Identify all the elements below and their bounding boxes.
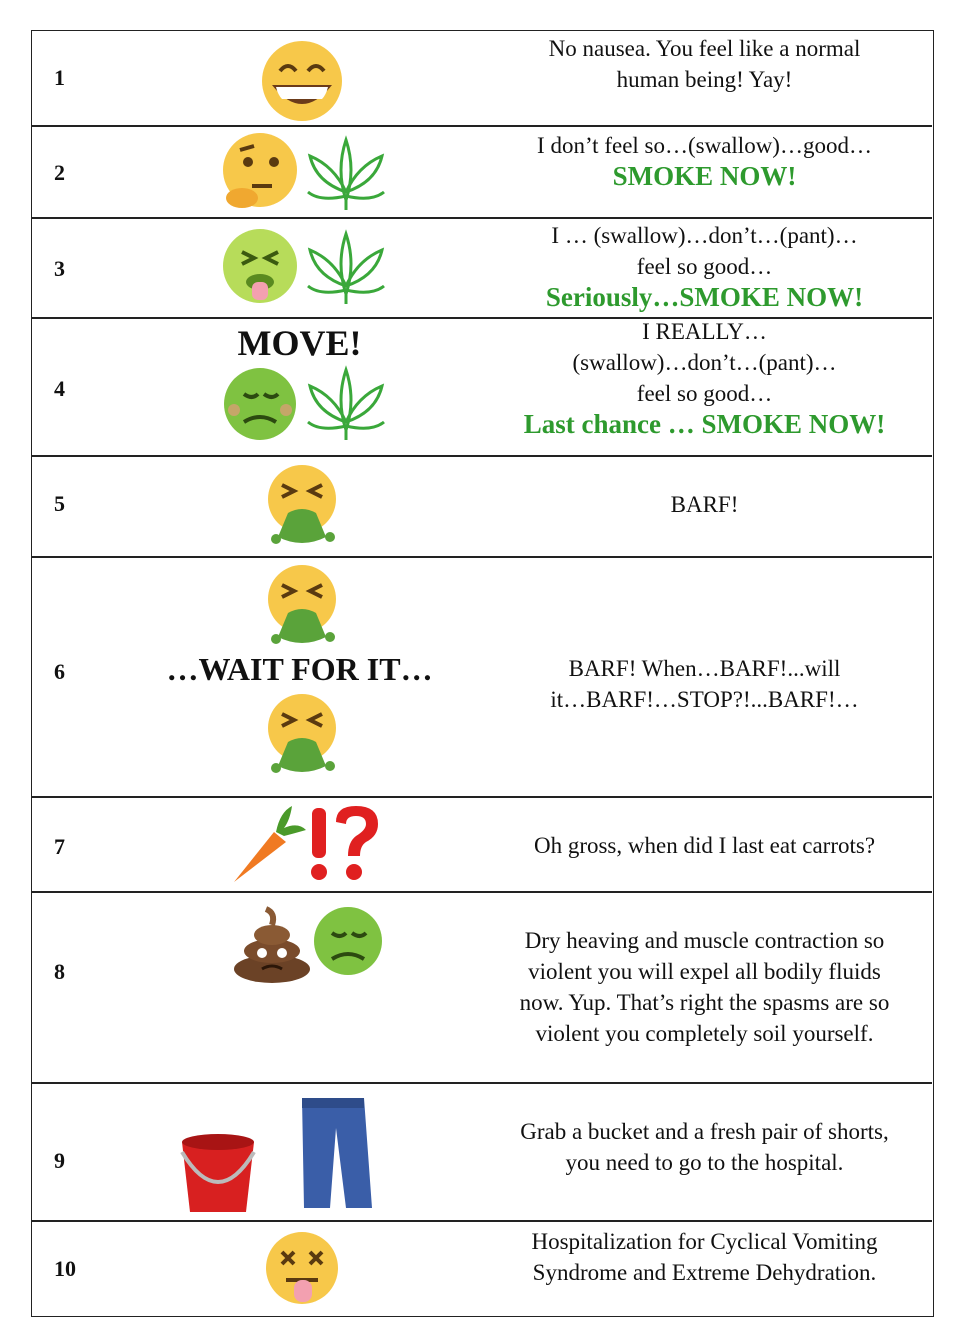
row-icons — [122, 224, 477, 308]
table-row — [32, 893, 932, 1082]
description-line: Hospitalization for Cyclical Vomiting — [531, 1229, 878, 1254]
description-line: human being! Yay! — [616, 67, 793, 92]
description-line: No nausea. You feel like a normal — [548, 36, 861, 61]
description-line: violent you completely soil yourself. — [535, 1021, 874, 1046]
move-caption: MOVE! — [237, 323, 362, 363]
description-line: BARF! When…BARF!...will — [568, 656, 841, 681]
row-description — [477, 220, 932, 313]
description-line: (swallow)…don’t…(pant)… — [572, 350, 837, 375]
nauseated-face-tongue-icon — [223, 229, 297, 303]
row-description — [477, 925, 932, 1049]
table-row — [32, 1084, 932, 1220]
table-row — [32, 31, 932, 125]
row-number: 4 — [54, 376, 65, 401]
row-description — [477, 316, 932, 440]
row-number: 8 — [54, 959, 65, 984]
thinking-face-icon — [223, 133, 297, 208]
row-icons — [122, 322, 477, 448]
row-number: 5 — [54, 491, 65, 516]
exclamation-question-icon — [311, 806, 378, 880]
cannabis-leaf-icon — [308, 234, 384, 304]
row-description — [477, 1116, 932, 1178]
table-row — [32, 318, 932, 455]
table-row — [32, 1222, 932, 1316]
sick-face-icon — [314, 907, 382, 975]
row-number: 3 — [54, 256, 65, 281]
description-line: you need to go to the hospital. — [565, 1150, 844, 1175]
row-icons — [122, 563, 477, 778]
row-description — [477, 830, 932, 861]
row-description — [477, 33, 932, 95]
row-number: 2 — [54, 160, 65, 185]
row-icons — [122, 1092, 477, 1216]
smoke-now-callout: Last chance … SMOKE NOW! — [523, 409, 886, 439]
carrot-icon — [234, 806, 306, 882]
vomiting-face-icon — [122, 563, 477, 649]
description-line: I REALLY… — [642, 319, 767, 344]
description-line: Syndrome and Extreme Dehydration. — [532, 1260, 877, 1285]
grinning-face-icon — [122, 37, 477, 121]
description-line: I don’t feel so…(swallow)…good… — [537, 133, 872, 158]
smoke-now-callout: Seriously…SMOKE NOW! — [545, 282, 864, 312]
smoke-now-callout: SMOKE NOW! — [612, 161, 797, 191]
row-number: 10 — [54, 1256, 76, 1281]
table-row — [32, 798, 932, 891]
description-line: Oh gross, when did I last eat carrots? — [533, 833, 876, 858]
table-row — [32, 126, 932, 217]
nausea-scale-table — [31, 30, 934, 1317]
row-icons — [122, 37, 477, 121]
row-number: 7 — [54, 834, 65, 859]
description-line: BARF! — [670, 492, 739, 517]
row-description — [477, 653, 932, 715]
row-number: 6 — [54, 659, 65, 684]
cannabis-leaf-icon — [308, 370, 384, 440]
jeans-icon — [302, 1098, 372, 1208]
description-line: feel so good… — [636, 381, 773, 406]
sick-face-icon — [224, 368, 296, 440]
row-description — [477, 1226, 932, 1288]
row-number: 9 — [54, 1148, 65, 1173]
bucket-icon — [182, 1134, 254, 1212]
row-icons — [122, 130, 477, 214]
row-description — [477, 489, 932, 520]
description-line: now. Yup. That’s right the spasms are so — [519, 990, 890, 1015]
row-description — [477, 130, 932, 192]
dizzy-face-tongue-icon — [122, 1228, 477, 1312]
description-line: feel so good… — [636, 254, 773, 279]
row-icons — [122, 905, 477, 989]
wait-for-it-caption: …WAIT FOR IT… — [166, 651, 433, 687]
description-line: Grab a bucket and a fresh pair of shorts, — [520, 1119, 889, 1144]
row-icons — [122, 1228, 477, 1312]
table-row — [32, 557, 932, 796]
row-number: 1 — [54, 65, 65, 90]
row-icons — [122, 463, 477, 549]
table-row — [32, 457, 932, 556]
poop-icon — [234, 909, 310, 983]
table-row — [32, 218, 932, 317]
vomiting-face-icon — [122, 692, 477, 778]
vomiting-face-icon — [122, 463, 477, 549]
cannabis-leaf-icon — [308, 140, 384, 210]
description-line: I … (swallow)…don’t…(pant)… — [551, 223, 858, 248]
description-line: violent you will expel all bodily fluids — [528, 959, 881, 984]
description-line: Dry heaving and muscle contraction so — [524, 928, 885, 953]
description-line: it…BARF!…STOP?!...BARF!… — [550, 687, 859, 712]
row-icons — [122, 802, 477, 886]
